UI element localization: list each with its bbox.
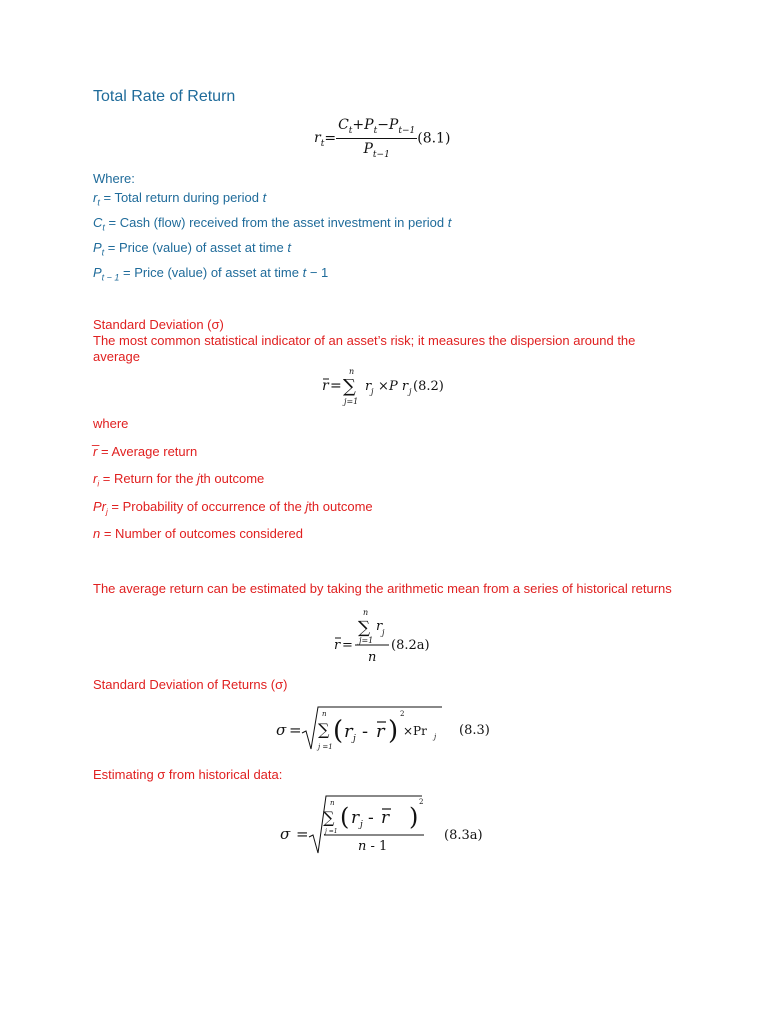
symbol: P	[93, 240, 102, 255]
definition-var: j	[197, 471, 200, 486]
definition-text: = Number of outcomes considered	[100, 526, 303, 541]
definition-text: = Average return	[97, 444, 198, 459]
svg-text:P r: P r	[389, 379, 409, 394]
definition-line	[93, 444, 197, 460]
definition-text: th outcome	[199, 471, 265, 486]
definition-line	[93, 526, 303, 542]
where-label: where	[93, 416, 129, 431]
svg-text:=: =	[289, 721, 302, 739]
definition-var: t	[447, 215, 452, 230]
definition-text: = Probability of occurrence of the	[107, 499, 306, 514]
svg-text:j=1: j=1	[344, 397, 359, 406]
svg-text:n: n	[322, 710, 327, 718]
svg-text:×Pr: ×Pr	[403, 724, 427, 738]
svg-text:j: j	[371, 387, 374, 396]
definition-text: − 1	[306, 265, 329, 280]
subscript: t	[97, 197, 100, 208]
equation-8-3a	[280, 790, 500, 856]
svg-text:j=1: j=1	[359, 636, 374, 645]
subscript: t	[101, 247, 105, 258]
equation-8-2a	[334, 605, 444, 665]
svg-text:j =1: j =1	[325, 828, 338, 835]
svg-text:j: j	[434, 733, 437, 741]
svg-text:2: 2	[419, 798, 424, 806]
where-label: Where:	[93, 171, 135, 186]
equation-8-1: $r_t=$ $\frac{C_t+P_t-P_{t-1}}{P_{t-1}}$ (8.1)	[314, 117, 451, 160]
section-heading: Standard Deviation of Returns (σ)	[93, 677, 288, 692]
svg-text:j: j	[353, 734, 356, 744]
svg-text:×: ×	[378, 379, 389, 394]
equation-8-3	[276, 703, 496, 753]
definition-line	[93, 265, 328, 286]
svg-text:=: =	[330, 378, 342, 394]
svg-text:2: 2	[400, 710, 405, 718]
svg-text:j: j	[409, 387, 412, 396]
svg-text:j: j	[382, 628, 385, 637]
svg-text:∑: ∑	[343, 376, 356, 397]
svg-text:n: n	[363, 608, 369, 617]
subscript: j	[106, 507, 108, 517]
svg-text:r: r	[351, 808, 360, 828]
page-title: Total Rate of Return	[93, 88, 236, 105]
symbol: Pr	[93, 499, 106, 514]
symbol: r	[93, 190, 98, 205]
definition-var: t	[287, 240, 291, 255]
svg-text:n: n	[349, 367, 355, 376]
definition-line	[93, 499, 373, 521]
svg-text:n: n	[368, 650, 377, 665]
symbol: P	[93, 265, 102, 280]
definition-var: t	[302, 265, 307, 280]
definition-line	[93, 471, 264, 493]
definition-text: = Price (value) of asset at time	[119, 265, 303, 280]
section-heading: Estimating σ from historical data:	[93, 767, 283, 782]
definition-text: = Total return during period	[99, 190, 263, 205]
svg-text:-: -	[362, 721, 369, 742]
svg-text:r: r	[322, 378, 329, 394]
svg-text:r: r	[376, 619, 383, 634]
symbol: r	[93, 471, 98, 486]
definition-line	[93, 240, 291, 261]
definition-var: j	[305, 499, 309, 514]
svg-text:): )	[409, 803, 419, 831]
svg-text:r: r	[344, 721, 353, 742]
paragraph: The average return can be estimated by taking the arithmetic mean from a series of historical returns	[93, 581, 672, 596]
svg-text:r: r	[365, 379, 372, 394]
equation-8-2	[322, 364, 452, 408]
section-heading: Standard Deviation (σ)	[93, 317, 224, 332]
symbol: r̅	[93, 444, 98, 459]
subscript: t − 1	[101, 272, 120, 283]
svg-text:(: (	[340, 803, 350, 831]
subscript: t	[102, 222, 105, 233]
svg-text:(: (	[333, 716, 344, 746]
definition-text: = Price (value) of asset at time	[104, 240, 288, 255]
svg-text:σ: σ	[276, 721, 287, 739]
equation-number: (8.2a)	[391, 638, 430, 653]
svg-text:∑: ∑	[358, 618, 371, 638]
definition-text: = Return for the	[99, 471, 198, 486]
definition-text: th outcome	[308, 499, 373, 514]
svg-text:=: =	[342, 638, 353, 653]
equation-number: (8.1)	[417, 130, 451, 147]
svg-text:): )	[388, 716, 399, 746]
symbol: n	[93, 526, 101, 541]
symbol: C	[93, 215, 103, 230]
svg-text:j: j	[360, 820, 363, 830]
definition-line	[93, 190, 266, 211]
svg-text:j =1: j =1	[318, 743, 333, 751]
section-description: The most common statistical indicator of an asset’s risk; it measures the dispersion around the average	[93, 333, 636, 364]
definition-line	[93, 215, 451, 236]
definition-var: t	[262, 190, 267, 205]
svg-text:r: r	[334, 638, 341, 653]
svg-text:-: -	[368, 808, 374, 828]
svg-text:σ: σ	[280, 825, 291, 843]
svg-text:r: r	[376, 721, 385, 742]
svg-text:=: =	[296, 825, 309, 843]
svg-text:∑: ∑	[318, 720, 330, 739]
equation-number: (8.3a)	[444, 828, 483, 843]
definition-text: = Cash (flow) received from the asset investment in period	[104, 215, 448, 230]
svg-text:n: n	[330, 799, 335, 807]
svg-text:∑: ∑	[323, 808, 335, 827]
equation-number: (8.3)	[459, 723, 490, 738]
equation-number: (8.2)	[413, 379, 444, 394]
svg-text:n - 1: n - 1	[358, 839, 388, 854]
subscript: i	[97, 479, 100, 489]
svg-text:r: r	[381, 808, 390, 828]
